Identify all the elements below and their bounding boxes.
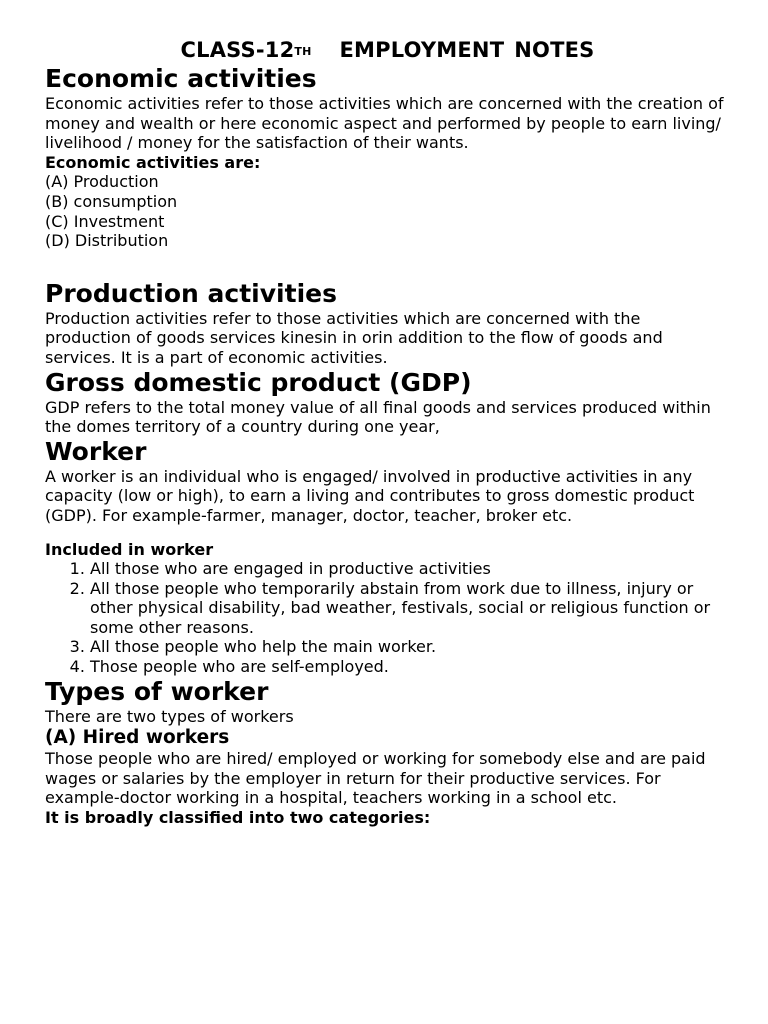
economic-activities-text: Economic activities refer to those activities which are concerned with the creation of money and wealth or here economic aspect and performed by people to earn living/ livelihood / money for the satisfaction of their wants. — [45, 94, 724, 153]
included-in-worker-list — [45, 559, 730, 677]
list-item: 3. All those people who help the main worker. — [90, 637, 730, 657]
economic-item-production: (A) Production — [45, 172, 159, 192]
title-word-notes: NOTES — [514, 38, 595, 62]
production-activities-text: Production activities refer to those activities which are concerned with the production of goods services kinesin in orin addition to the flow of goods and services. It is a part of economic activities. — [45, 308, 663, 367]
gdp-heading: Gross domestic product (GDP) — [45, 367, 472, 397]
worker-text: A worker is an individual who is engaged/ involved in productive activities in any capacity (low or high), to earn a living and contributes to gross domestic product (GDP). For example-farmer, manager, doctor, teacher, broker etc. — [45, 466, 695, 525]
classified-categories-text: It is broadly classified into two categories: — [45, 808, 431, 828]
title-class-suffix: TH — [294, 45, 312, 58]
page-title — [45, 36, 730, 64]
economic-item-distribution: (D) Distribution — [45, 231, 169, 251]
list-item: 1. All those who are engaged in productive activities — [90, 559, 730, 579]
hired-workers-heading: (A) Hired workers — [45, 727, 230, 749]
economic-item-investment: (C) Investment — [45, 211, 165, 231]
economic-item-consumption: (B) consumption — [45, 191, 178, 211]
gdp-text: GDP refers to the total money value of all final goods and services produced within the domes territory of a country during one year, — [45, 397, 711, 437]
list-item: 2. All those people who temporarily abstain from work due to illness, injury or other physical disability, bad weather, festivals, social or religious function or some other reasons. — [90, 579, 730, 638]
title-class: CLASS-12 — [180, 38, 295, 62]
included-in-worker-heading: Included in worker — [45, 539, 214, 559]
types-of-worker-heading: Types of worker — [45, 676, 269, 706]
worker-heading: Worker — [45, 436, 147, 466]
hired-workers-text: Those people who are hired/ employed or working for somebody else and are paid wages or salaries by the employer in return for their productive services. For example-doctor working in a hospital, teachers working in a school etc. — [45, 749, 706, 808]
types-of-worker-intro: There are two types of workers — [45, 706, 294, 726]
economic-activities-list-heading: Economic activities are: — [45, 152, 261, 172]
title-word-employment: EMPLOYMENT — [339, 38, 505, 62]
list-item: 4. Those people who are self-employed. — [90, 657, 730, 677]
economic-activities-heading: Economic activities — [45, 64, 317, 93]
production-activities-heading: Production activities — [45, 278, 337, 308]
document-page — [45, 36, 730, 828]
